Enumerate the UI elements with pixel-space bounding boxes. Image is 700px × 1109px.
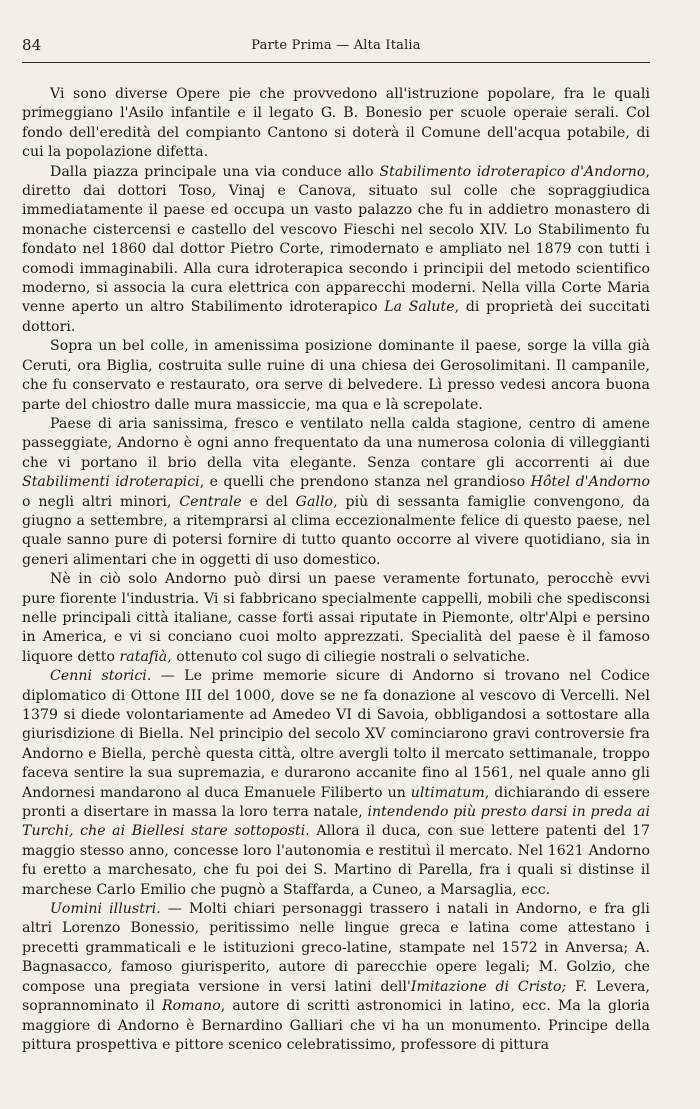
paragraph — [22, 667, 650, 900]
text-run: — Molti chiari personaggi trassero i natali in Andorno, e fra gli altri Lorenzo Bonessio, peritissimo nelle lingue greca e latina come attestano i precetti grammaticali e le istituzioni greco-latine, stampate nel 1572 in Anversa; A. Bagnasacco, famoso giurisperito, autore di parecchie opere legali; M. Golzio, che compose una pregiata versione in versi latini dell' — [22, 901, 650, 995]
running-head: Parte Prima — Alta Italia — [251, 38, 421, 53]
text-run: , di proprietà dei succitati dottori. — [22, 299, 650, 335]
page-header — [22, 36, 650, 58]
text-run: Nè in ciò solo Andorno può dirsi un paese veramente fortunato, perocchè evvi pure fiorente l'industria. Vi si fabbricano specialmente cappelli, mobili che spedisconsi nelle principali città italiane, casse forti assai riputate in Piemonte, oltr'Alpi e persino in America, e vi si conciano cuoi molto apprezzati. Specialità del paese è il famoso liquore detto — [22, 571, 650, 665]
text-run: F. Levera, soprannominato il — [22, 978, 650, 1015]
paragraph — [22, 900, 650, 1055]
text-run: — Le prime memorie sicure di Andorno si trovano nel Codice diplomatico di Ottone III del 1000, dove se ne fa donazione al vescovo di Vercelli. Nel 1379 si diede volontariamente ad Amedeo VI di Savoia, obbligandosi a sottostare alla giurisdizione di Biella. Nel principio del secolo XV cominciarono gravi controversie fra Andorno e Biella, perchè questa città, oltre avergli tolto il mercato settimanale, troppo faceva sentire la sua supremazia, e durarono accanite fino al 1561, nel quale anno gli Andornesi mandarono al duca Emanuele Filiberto un — [22, 668, 650, 801]
italic-text: intendendo più presto darsi in preda ai Turchi, che ai Biellesi stare sottoposti. — [22, 804, 650, 840]
text-run: , dichiarando di essere pronti a disertare in massa la loro terra natale, — [22, 784, 650, 821]
text-run: , autore di scritti astronomici in latino, ecc. Ma la gloria maggiore di Andorno è Bernardino Galliari che vi ha un monumento. Principe della pittura prospettiva e pittore scenico celebratissimo, professore di pittura — [22, 998, 650, 1053]
text-run: e del — [241, 493, 296, 510]
text-run: , e quelli che prendono stanza nel grandioso — [199, 474, 531, 491]
italic-text: Romano — [162, 998, 221, 1015]
italic-text: ratafià — [119, 648, 168, 665]
text-run: Vi sono diverse Opere pie che provvedono all'istruzione popolare, fra le quali primeggiano l'Asilo infantile e il legato G. B. Bonesio per scuole operaie serali. Col fondo dell'eredità del compianto Cantono si doterà il Comune dell'acqua potabile, di cui la popolazione difetta. — [22, 86, 650, 161]
paragraph — [22, 570, 650, 667]
italic-text: La Salute — [384, 299, 455, 316]
italic-text: Stabilimento idroterapico d'Andorno — [379, 163, 646, 180]
italic-text: Uomini illustri. — [50, 901, 161, 918]
text-run: , ottenuto col sugo di ciliegie nostrali o selvatiche. — [167, 648, 531, 665]
italic-text: ultimatum — [410, 784, 485, 801]
paragraph — [22, 163, 650, 338]
header-rule — [22, 62, 650, 63]
text-run: Sopra un bel colle, in amenissima posizione dominante il paese, sorge la villa già Ceruti, ora Biglia, costruita sulle ruine di una chiesa dei Gerosolimitani. Il campanile, che fu conservato e restaurato, ora serve di belvedere. Lì presso vedesi ancora buona parte del chiostro dalle mura massiccie, ma qua e là screpolate. — [22, 338, 650, 413]
text-run: o negli altri minori, — [22, 493, 180, 510]
body-text — [22, 85, 650, 1055]
italic-text: Cenni storici. — [50, 668, 152, 685]
italic-text: Hôtel d'Andorno — [530, 474, 651, 491]
italic-text: Stabilimenti idroterapici — [22, 474, 200, 491]
italic-text: Gallo — [295, 493, 334, 510]
text-run: Allora il duca, con sue lettere patenti del 17 maggio stesso anno, concesse loro l'autonomia e restituì il mercato. Nel 1621 Andorno fu eretto a marchesato, che fu poi dei S. Martino di Parella, fra i quali si distinse il marchese Carlo Emilio che pugnò a Staffarda, a Cuneo, a Marsaglia, ecc. — [22, 823, 650, 898]
text-run: , diretto dai dottori Toso, Vinaj e Canova, situato sul colle che sopraggiudica immediatamente il paese ed occupa un vasto palazzo che fu in addietro monastero di monache cistercensi e castello del vescovo Fieschi nel secolo XIV. Lo Stabilimento fu fondato nel 1860 dal dottor Pietro Corte, rimodernato e ampliato nel 1879 con tutti i comodi immaginabili. Alla cura idroterapica secondo i principii del metodo scientifico moderno, si associa la cura elettrica con apparecchi moderni. Nella villa Corte Maria venne aperto un altro Stabilimento idroterapico — [22, 163, 650, 316]
italic-text: Centrale — [179, 493, 242, 510]
paragraph — [22, 415, 650, 570]
page-number: 84 — [22, 36, 42, 54]
text-run: , più di sessanta famiglie convengono, da giugno a settembre, a ritemprarsi al clima eccezionalmente felice di questo paese, nel quale sanno pure di potersi fornire di tutto quanto occorre al vivere quotidiano, sia in generi alimentari che in oggetti di uso domestico. — [22, 493, 650, 568]
paragraph — [22, 85, 650, 163]
paragraph — [22, 337, 650, 415]
text-run: Paese di aria sanissima, fresco e ventilato nella calda stagione, centro di amene passeggiate, Andorno è ogni anno frequentato da una numerosa colonia di villeggianti che vi portano il brio della vita elegante. Senza contare gli accorrenti ai due — [22, 415, 650, 471]
italic-text: Imitazione di Cristo; — [410, 978, 567, 995]
text-run: Dalla piazza principale una via conduce allo — [50, 163, 380, 180]
